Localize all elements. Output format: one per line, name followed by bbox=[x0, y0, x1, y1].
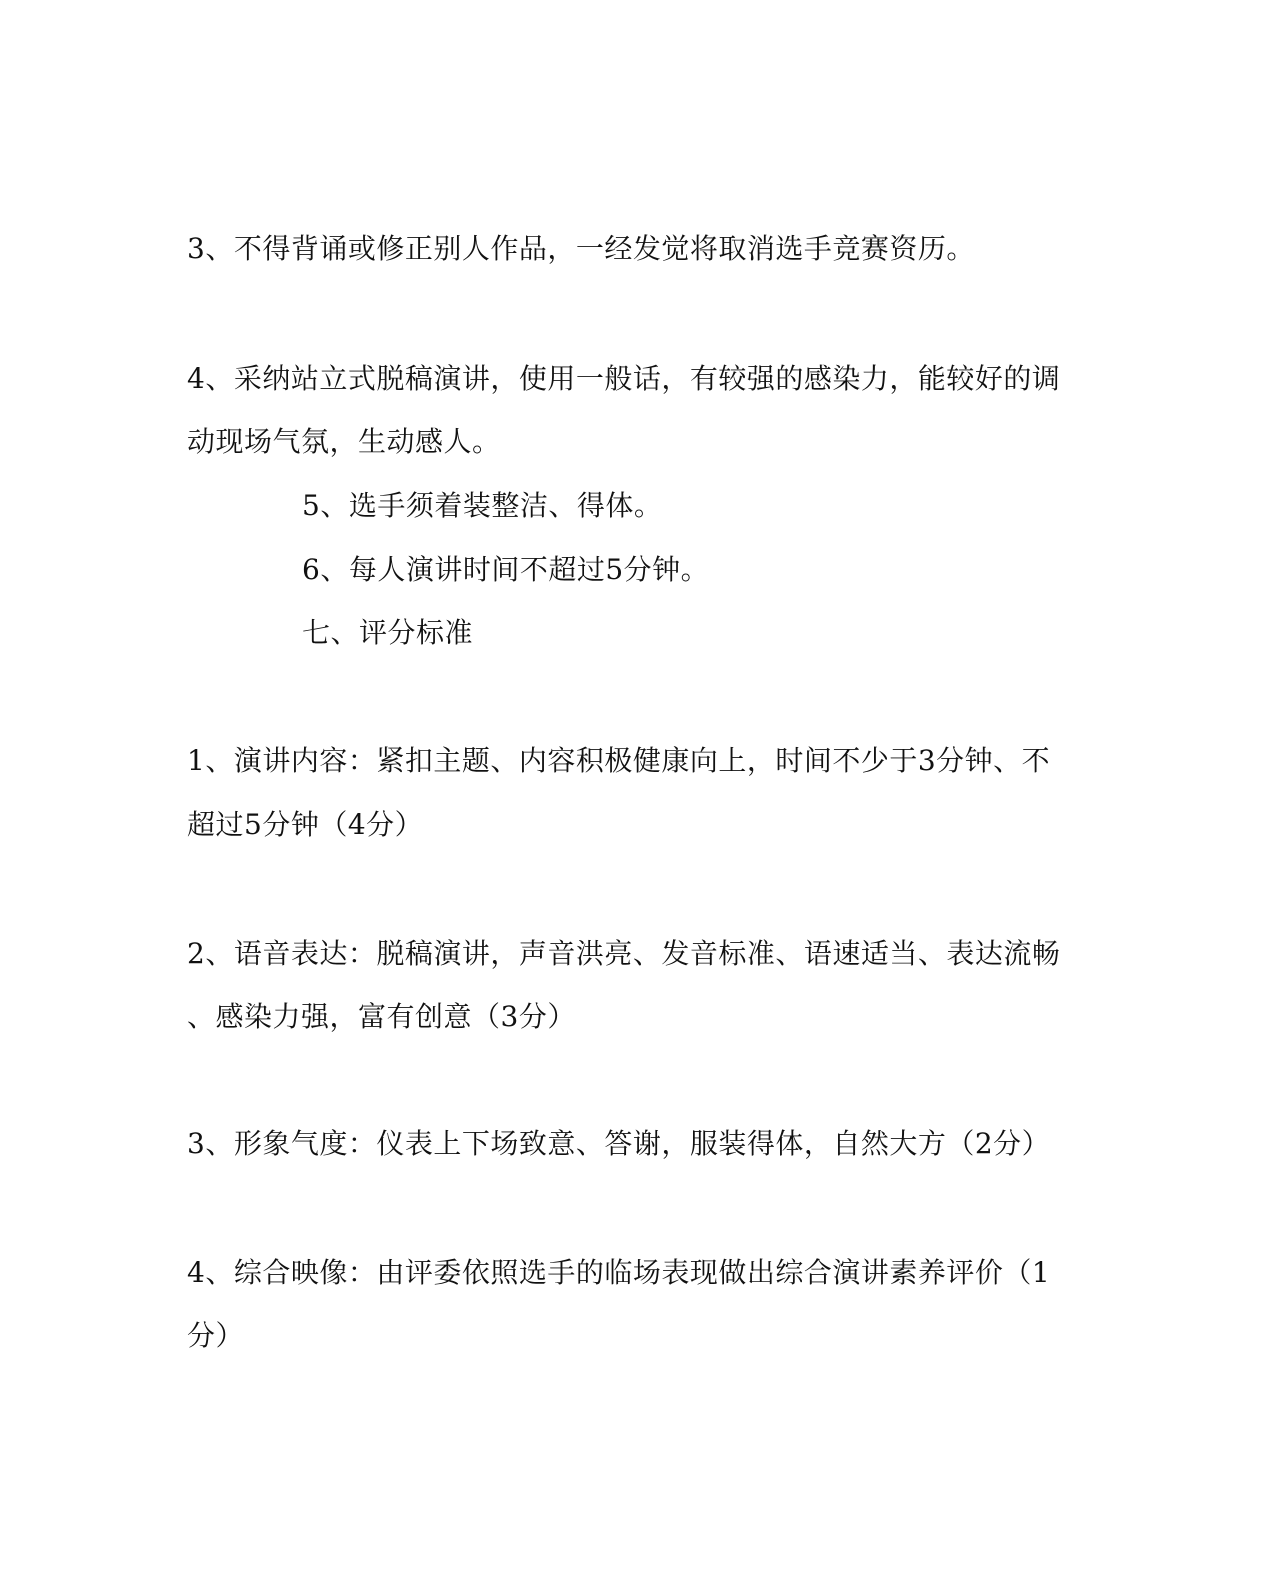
rule-3-line: 3、不得背诵或修正别人作品，一经发觉将取消选手竞赛资历。 bbox=[187, 232, 975, 265]
criterion-3-line: 3、形象气度：仪表上下场致意、答谢，服装得体，自然大方（2分） bbox=[187, 1127, 1051, 1160]
criterion-1-line-1: 1、演讲内容：紧扣主题、内容积极健康向上，时间不少于3分钟、不 bbox=[187, 744, 1051, 777]
section-heading-scoring: 七、评分标准 bbox=[302, 616, 474, 649]
rule-4-line-1: 4、采纳站立式脱稿演讲，使用一般话，有较强的感染力，能较好的调 bbox=[187, 362, 1061, 395]
criterion-4-line-1: 4、综合映像：由评委依照选手的临场表现做出综合演讲素养评价（1 bbox=[187, 1256, 1051, 1289]
rule-6-line: 6、每人演讲时间不超过5分钟。 bbox=[302, 553, 710, 586]
criterion-2-line-2: 、感染力强，富有创意（3分） bbox=[187, 1000, 576, 1033]
rule-5-line: 5、选手须着装整洁、得体。 bbox=[302, 489, 663, 522]
criterion-1-line-2: 超过5分钟（4分） bbox=[187, 808, 424, 841]
rule-4-line-2: 动现场气氛，生动感人。 bbox=[187, 425, 501, 458]
criterion-2-line-1: 2、语音表达：脱稿演讲，声音洪亮、发音标准、语速适当、表达流畅 bbox=[187, 937, 1061, 970]
criterion-4-line-2: 分） bbox=[187, 1319, 245, 1352]
